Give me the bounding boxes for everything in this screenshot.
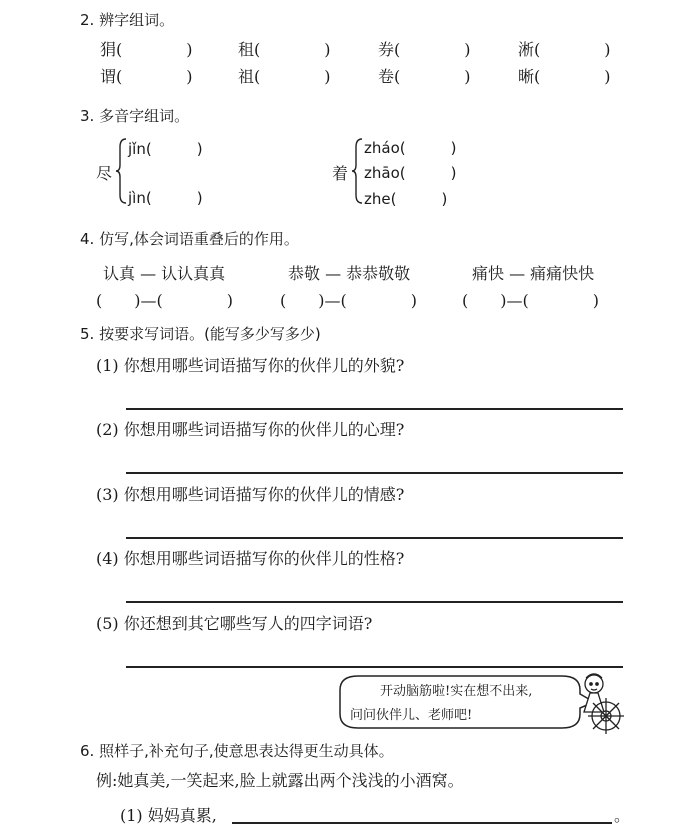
bubble-text: 问问伙伴儿、老师吧! xyxy=(350,708,473,723)
question: (4) 你想用哪些词语描写你的伙伴儿的性格? xyxy=(96,549,405,568)
word-pair-cell: 租( ) xyxy=(238,40,331,59)
polyphone-char: 尽 xyxy=(96,164,113,183)
word-pair-cell: 卷( ) xyxy=(378,67,471,86)
question: (1) 妈妈真累, xyxy=(120,806,217,825)
answer-line[interactable] xyxy=(126,601,623,603)
word-pair-cell: 狷( ) xyxy=(100,40,193,59)
bubble-text: 开动脑筋啦!实在想不出来, xyxy=(380,684,533,699)
answer-line[interactable] xyxy=(126,408,623,410)
answer-line[interactable] xyxy=(126,537,623,539)
cartoon-kid-icon xyxy=(572,668,630,736)
section-4-title: 4. 仿写,体会词语重叠后的作用。 xyxy=(80,230,299,248)
section-5-title: 5. 按要求写词语。(能写多少写多少) xyxy=(80,325,321,343)
sentence-end: 。 xyxy=(614,806,631,825)
pinyin-reading: jìn( ) xyxy=(128,189,203,207)
question: (3) 你想用哪些词语描写你的伙伴儿的情感? xyxy=(96,485,405,504)
blank-pair: ( )—( ) xyxy=(280,291,417,310)
section-6-title: 6. 照样子,补充句子,使意思表达得更生动具体。 xyxy=(80,742,394,760)
brace-icon xyxy=(114,137,128,205)
answer-line[interactable] xyxy=(232,822,612,824)
pinyin-reading: jǐn( ) xyxy=(128,140,203,158)
answer-line[interactable] xyxy=(126,666,623,668)
word-pair-cell: 晰( ) xyxy=(518,67,611,86)
section-3-title: 3. 多音字组词。 xyxy=(80,107,190,125)
question: (2) 你想用哪些词语描写你的伙伴儿的心理? xyxy=(96,420,405,439)
brace-icon xyxy=(350,137,364,205)
word-pair-cell: 祖( ) xyxy=(238,67,331,86)
word-pair-cell: 券( ) xyxy=(378,40,471,59)
question: (5) 你还想到其它哪些写人的四字词语? xyxy=(96,614,373,633)
word-pair-cell: 谓( ) xyxy=(100,67,193,86)
example-word: 痛快 — 痛痛快快 xyxy=(472,264,595,283)
answer-line[interactable] xyxy=(126,472,623,474)
blank-pair: ( )—( ) xyxy=(96,291,233,310)
question: (1) 你想用哪些词语描写你的伙伴儿的外貌? xyxy=(96,356,405,375)
example-word: 恭敬 — 恭恭敬敬 xyxy=(288,264,411,283)
example-sentence: 例:她真美,一笑起来,脸上就露出两个浅浅的小酒窝。 xyxy=(96,771,464,790)
pinyin-reading: zhāo( ) xyxy=(364,164,457,182)
pinyin-reading: zhe( ) xyxy=(364,190,448,208)
blank-pair: ( )—( ) xyxy=(462,291,599,310)
example-word: 认真 — 认认真真 xyxy=(103,264,226,283)
polyphone-char: 着 xyxy=(332,164,349,183)
section-2-title: 2. 辨字组词。 xyxy=(80,11,175,29)
word-pair-cell: 淅( ) xyxy=(518,40,611,59)
pinyin-reading: zháo( ) xyxy=(364,139,457,157)
